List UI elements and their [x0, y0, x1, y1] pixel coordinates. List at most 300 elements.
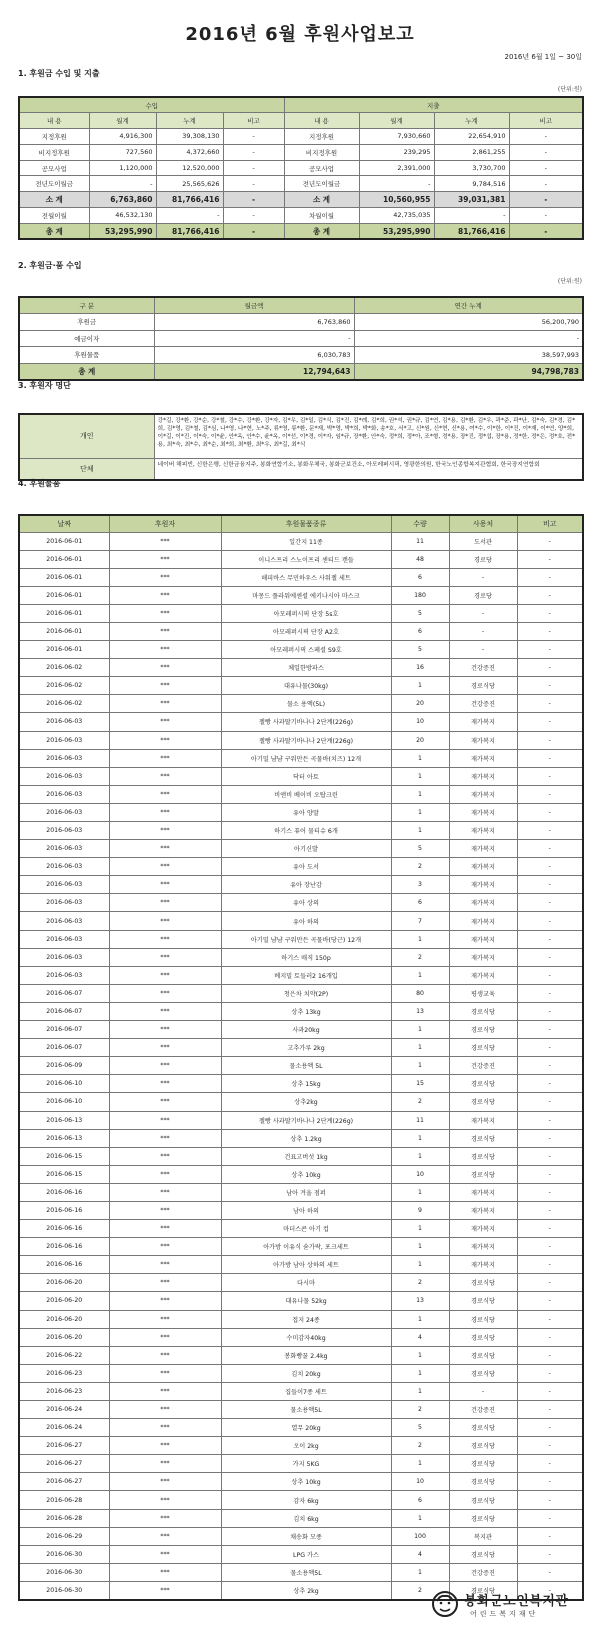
- table-cell: 1: [391, 1021, 449, 1039]
- table-cell: 오이 2kg: [221, 1437, 391, 1455]
- table-cell: 경로식당: [449, 1292, 517, 1310]
- table-cell: ***: [109, 840, 221, 858]
- table-cell: 2016-06-20: [19, 1274, 109, 1292]
- table-cell: 1: [391, 1310, 449, 1328]
- table-row: [19, 713, 583, 731]
- table-cell: 상추2kg: [221, 1093, 391, 1111]
- table-cell: 경로식당: [449, 1021, 517, 1039]
- table-cell: 2016-06-01: [19, 604, 109, 622]
- table-row: [19, 1129, 583, 1147]
- table-row: [19, 1310, 583, 1328]
- total-row: [19, 363, 583, 380]
- table-cell: -: [223, 160, 284, 176]
- table-cell: 2016-06-03: [19, 840, 109, 858]
- table-cell: ***: [109, 1382, 221, 1400]
- table-cell: 고추가루 2kg: [221, 1039, 391, 1057]
- organization-name: 봉화군노인복지관: [464, 1594, 569, 1609]
- table-cell: -: [517, 550, 583, 568]
- table-cell: 15: [391, 1075, 449, 1093]
- table-cell: -: [449, 1382, 517, 1400]
- table-cell: 2016-06-01: [19, 586, 109, 604]
- table-cell: 베지밀 토들러2 16개입: [221, 966, 391, 984]
- table-cell: 81,766,416: [156, 223, 223, 239]
- table-cell: 1: [391, 1563, 449, 1581]
- table-cell: -: [517, 749, 583, 767]
- table-cell: 다시마: [221, 1274, 391, 1292]
- table-cell: -: [517, 1075, 583, 1093]
- table-cell: 유아 상의: [221, 894, 391, 912]
- table-cell: 2016-06-07: [19, 1002, 109, 1020]
- table-cell: 유아 양말: [221, 803, 391, 821]
- table-cell: 재가복지: [449, 767, 517, 785]
- table-row: [19, 176, 583, 192]
- table-cell: 6,763,860: [154, 314, 354, 331]
- table-cell: 아기밀 냠냠 구워만든 곡물바(치즈) 12개: [221, 749, 391, 767]
- table-cell: 1: [391, 1220, 449, 1238]
- table-cell: ***: [109, 713, 221, 731]
- table-cell: 1: [391, 749, 449, 767]
- table-cell: ***: [109, 1274, 221, 1292]
- table-cell: 하기스 매직 150p: [221, 948, 391, 966]
- table-cell: 경로식당: [449, 1419, 517, 1437]
- elderly-face-icon: [430, 1589, 460, 1619]
- donated-goods-table: [18, 514, 584, 1601]
- table-cell: 56,200,790: [354, 314, 583, 331]
- table-cell: -: [517, 1039, 583, 1057]
- table-cell: -: [449, 568, 517, 586]
- table-cell: ***: [109, 659, 221, 677]
- table-cell: 건표고버섯 1kg: [221, 1147, 391, 1165]
- organization-subtitle: 어린드복지재단: [470, 1610, 539, 1618]
- table-cell: 경로식당: [449, 1581, 517, 1599]
- table-cell: -: [517, 1581, 583, 1599]
- table-cell: 수미감자40kg: [221, 1328, 391, 1346]
- column-header: 사용처: [449, 515, 517, 532]
- table-row: [19, 1527, 583, 1545]
- table-cell: 20: [391, 731, 449, 749]
- table-cell: ***: [109, 1057, 221, 1075]
- table-row: [19, 749, 583, 767]
- table-cell: 대유나물 52kg: [221, 1292, 391, 1310]
- table-cell: 경로식당: [449, 1473, 517, 1491]
- table-cell: 1,120,000: [89, 160, 156, 176]
- column-header: 후원물품종류: [221, 515, 391, 532]
- table-cell: -: [517, 1455, 583, 1473]
- table-cell: 2016-06-03: [19, 966, 109, 984]
- table-cell: 재가복지: [449, 948, 517, 966]
- table-cell: 재가복지: [449, 785, 517, 803]
- table-cell: 39,031,381: [434, 192, 509, 208]
- table-cell: ***: [109, 1419, 221, 1437]
- table-cell: -: [156, 208, 223, 224]
- table-cell: 2016-06-01: [19, 568, 109, 586]
- table-cell: 81,766,416: [434, 223, 509, 239]
- section2-unit: (단위:원): [557, 278, 582, 285]
- table-cell: ***: [109, 1292, 221, 1310]
- table-cell: 2016-06-30: [19, 1563, 109, 1581]
- table-cell: 2016-06-10: [19, 1075, 109, 1093]
- report-period: 2016년 6월 1일 ~ 30일: [504, 53, 582, 61]
- table-cell: 11: [391, 532, 449, 550]
- table-cell: -: [89, 176, 156, 192]
- table-cell: 1: [391, 1129, 449, 1147]
- table-cell: 재가복지: [449, 840, 517, 858]
- table-cell: 1: [391, 1147, 449, 1165]
- table-row: [19, 1274, 583, 1292]
- table-subheader-row: [19, 113, 583, 129]
- table-cell: 아가방 남아 상하의 세트: [221, 1256, 391, 1274]
- table-cell: -: [359, 176, 434, 192]
- table-cell: 2016-06-28: [19, 1509, 109, 1527]
- table-cell: 2016-06-03: [19, 785, 109, 803]
- table-row: [19, 144, 583, 160]
- column-header: 월계: [89, 113, 156, 129]
- table-cell: 물소 용액(5L): [221, 695, 391, 713]
- table-cell: -: [517, 604, 583, 622]
- table-cell: 2016-06-29: [19, 1527, 109, 1545]
- table-cell: 2: [391, 1274, 449, 1292]
- table-cell: 10,560,955: [359, 192, 434, 208]
- table-cell: 경로식당: [449, 1346, 517, 1364]
- table-header-row: [19, 515, 583, 532]
- organization-logo: [430, 1589, 582, 1625]
- table-cell: -: [154, 330, 354, 347]
- table-cell: 사과20kg: [221, 1021, 391, 1039]
- table-row: [19, 930, 583, 948]
- table-row: [19, 840, 583, 858]
- table-cell: ***: [109, 785, 221, 803]
- table-cell: 11: [391, 1111, 449, 1129]
- section4-heading: 4. 후원물품: [18, 479, 61, 488]
- table-cell: ***: [109, 1111, 221, 1129]
- table-cell: 봉화빵꿀 2.4kg: [221, 1346, 391, 1364]
- table-cell: 5: [391, 641, 449, 659]
- table-cell: 재가복지: [449, 731, 517, 749]
- table-cell: 2016-06-13: [19, 1129, 109, 1147]
- table-cell: ***: [109, 1147, 221, 1165]
- section3-heading: 3. 후원자 명단: [18, 381, 71, 390]
- table-cell: 2016-06-01: [19, 641, 109, 659]
- table-cell: ***: [109, 948, 221, 966]
- table-row: [19, 876, 583, 894]
- table-cell: 후원금: [19, 314, 154, 331]
- table-cell: ***: [109, 695, 221, 713]
- table-row: [19, 659, 583, 677]
- table-row: [19, 586, 583, 604]
- table-cell: 재가복지: [449, 1238, 517, 1256]
- table-cell: -: [517, 1057, 583, 1075]
- table-cell: 2016-06-02: [19, 695, 109, 713]
- table-row: [19, 1346, 583, 1364]
- table-cell: 1: [391, 1039, 449, 1057]
- table-row: [19, 1093, 583, 1111]
- table-row: [19, 622, 583, 640]
- table-cell: 2016-06-03: [19, 858, 109, 876]
- table-cell: 전월이월: [19, 208, 89, 224]
- table-cell: 마몽드 플라워에센셜 에키나시아 마스크: [221, 586, 391, 604]
- table-cell: 총 계: [284, 223, 359, 239]
- table-cell: 2: [391, 1401, 449, 1419]
- table-cell: 아모레퍼시픽 스페셜 S9호: [221, 641, 391, 659]
- table-cell: -: [223, 192, 284, 208]
- table-cell: 젤빵 사과딸기바나나 2단계(226g): [221, 1111, 391, 1129]
- table-cell: 2,861,255: [434, 144, 509, 160]
- table-row: [19, 912, 583, 930]
- table-cell: -: [517, 803, 583, 821]
- table-cell: 열무 20kg: [221, 1419, 391, 1437]
- table-cell: -: [517, 1021, 583, 1039]
- table-cell: 전년도이월금: [19, 176, 89, 192]
- table-row: [19, 803, 583, 821]
- table-cell: 2: [391, 1437, 449, 1455]
- table-cell: 재가복지: [449, 912, 517, 930]
- table-cell: 2: [391, 948, 449, 966]
- table-cell: 5: [391, 604, 449, 622]
- table-cell: 2: [391, 1581, 449, 1599]
- table-cell: 2016-06-27: [19, 1455, 109, 1473]
- table-cell: ***: [109, 1256, 221, 1274]
- table-cell: 재가복지: [449, 1183, 517, 1201]
- section1-unit: (단위:원): [557, 86, 582, 93]
- table-cell: ***: [109, 1002, 221, 1020]
- table-cell: 재가복지: [449, 858, 517, 876]
- table-cell: -: [517, 1527, 583, 1545]
- table-cell: 53,295,990: [359, 223, 434, 239]
- table-cell: -: [223, 144, 284, 160]
- table-cell: 2016-06-03: [19, 930, 109, 948]
- table-cell: ***: [109, 912, 221, 930]
- table-row: [19, 1057, 583, 1075]
- table-row: [19, 1238, 583, 1256]
- table-cell: 10: [391, 713, 449, 731]
- table-cell: 2016-06-01: [19, 550, 109, 568]
- table-cell: 2,391,000: [359, 160, 434, 176]
- table-cell: 경로식당: [449, 1437, 517, 1455]
- table-row: [19, 1473, 583, 1491]
- table-cell: -: [517, 568, 583, 586]
- table-cell: ***: [109, 622, 221, 640]
- table-cell: 727,560: [89, 144, 156, 160]
- table-cell: 남아 하의: [221, 1201, 391, 1219]
- table-cell: 1: [391, 822, 449, 840]
- table-cell: 해피바스 무민하우스 사워젤 세트: [221, 568, 391, 586]
- table-cell: 경로식당: [449, 1310, 517, 1328]
- column-header: 누계: [156, 113, 223, 129]
- table-cell: ***: [109, 966, 221, 984]
- table-cell: 건강증진: [449, 659, 517, 677]
- table-cell: ***: [109, 731, 221, 749]
- table-cell: ***: [109, 1310, 221, 1328]
- table-cell: 경로식당: [449, 1545, 517, 1563]
- table-row: [19, 1292, 583, 1310]
- table-cell: -: [517, 622, 583, 640]
- table-cell: 39,308,130: [156, 129, 223, 145]
- table-cell: ***: [109, 1473, 221, 1491]
- table-cell: 경로당: [449, 586, 517, 604]
- table-cell: ***: [109, 1581, 221, 1599]
- table-cell: 건강증진: [449, 1057, 517, 1075]
- table-cell: -: [449, 622, 517, 640]
- table-cell: 2016-06-20: [19, 1328, 109, 1346]
- table-cell: ***: [109, 604, 221, 622]
- table-cell: 2016-06-30: [19, 1545, 109, 1563]
- table-row: [19, 604, 583, 622]
- table-cell: ***: [109, 876, 221, 894]
- table-cell: -: [517, 1238, 583, 1256]
- group-label: 단체: [19, 458, 154, 480]
- table-cell: 53,295,990: [89, 223, 156, 239]
- table-cell: ***: [109, 858, 221, 876]
- table-cell: 아가방 이유식 숟가락, 포크세트: [221, 1238, 391, 1256]
- table-cell: 2016-06-03: [19, 767, 109, 785]
- table-cell: 2016-06-27: [19, 1437, 109, 1455]
- column-header: 내 용: [19, 113, 89, 129]
- table-row: [19, 1509, 583, 1527]
- table-cell: -: [509, 129, 583, 145]
- table-cell: 2016-06-01: [19, 532, 109, 550]
- table-cell: 이니스프리 스노이프리 센티드 캔들: [221, 550, 391, 568]
- table-row: [19, 1563, 583, 1581]
- table-cell: -: [517, 532, 583, 550]
- table-cell: 4: [391, 1545, 449, 1563]
- table-cell: 2016-06-16: [19, 1256, 109, 1274]
- table-cell: 접지 24종: [221, 1310, 391, 1328]
- table-cell: -: [517, 1093, 583, 1111]
- table-cell: 2016-06-03: [19, 803, 109, 821]
- table-cell: -: [517, 822, 583, 840]
- table-cell: -: [517, 912, 583, 930]
- table-row: [19, 695, 583, 713]
- table-cell: 1: [391, 1509, 449, 1527]
- table-cell: 3,730,700: [434, 160, 509, 176]
- table-cell: 상추 2kg: [221, 1581, 391, 1599]
- table-row: [19, 1401, 583, 1419]
- table-cell: -: [517, 858, 583, 876]
- table-cell: 도서관: [449, 532, 517, 550]
- table-cell: 239,295: [359, 144, 434, 160]
- table-cell: 1: [391, 1256, 449, 1274]
- table-cell: -: [517, 966, 583, 984]
- table-cell: -: [517, 948, 583, 966]
- table-cell: 경로식당: [449, 1455, 517, 1473]
- table-row: [19, 160, 583, 176]
- table-cell: 재가복지: [449, 1111, 517, 1129]
- table-cell: 2016-06-16: [19, 1220, 109, 1238]
- table-cell: 경로식당: [449, 1165, 517, 1183]
- table-cell: 5: [391, 1419, 449, 1437]
- table-cell: 2016-06-30: [19, 1581, 109, 1599]
- table-cell: 아모레퍼시픽 단장 A2호: [221, 622, 391, 640]
- table-cell: -: [509, 192, 583, 208]
- table-cell: 2016-06-03: [19, 894, 109, 912]
- table-cell: 1: [391, 677, 449, 695]
- table-cell: 48: [391, 550, 449, 568]
- table-cell: -: [517, 894, 583, 912]
- table-cell: 1: [391, 1455, 449, 1473]
- table-cell: ***: [109, 1346, 221, 1364]
- table-row: [19, 1039, 583, 1057]
- table-row: [19, 347, 583, 364]
- table-cell: 물소용액 5L: [221, 1057, 391, 1075]
- table-cell: 복지관: [449, 1527, 517, 1545]
- table-cell: 경로식당: [449, 1328, 517, 1346]
- table-cell: ***: [109, 1545, 221, 1563]
- table-cell: 1: [391, 1183, 449, 1201]
- table-cell: 젤빵 사과딸기바나나 2단계(226g): [221, 731, 391, 749]
- table-cell: 1: [391, 785, 449, 803]
- table-row: [19, 1455, 583, 1473]
- table-cell: 상추 10kg: [221, 1165, 391, 1183]
- table-cell: 평생교육: [449, 984, 517, 1002]
- table-row: [19, 1220, 583, 1238]
- table-cell: 상추 13kg: [221, 1002, 391, 1020]
- table-cell: 소 계: [19, 192, 89, 208]
- table-cell: -: [517, 767, 583, 785]
- table-cell: ***: [109, 930, 221, 948]
- table-cell: 상추 1.2kg: [221, 1129, 391, 1147]
- table-cell: ***: [109, 1328, 221, 1346]
- table-cell: -: [509, 176, 583, 192]
- table-cell: ***: [109, 1165, 221, 1183]
- table-cell: 유아 하의: [221, 912, 391, 930]
- column-header: 비고: [517, 515, 583, 532]
- column-header: 연간 누계: [354, 297, 583, 314]
- table-cell: 2: [391, 1093, 449, 1111]
- table-cell: 재가복지: [449, 930, 517, 948]
- table-cell: -: [517, 677, 583, 695]
- table-cell: 재가복지: [449, 1256, 517, 1274]
- table-row: [19, 1147, 583, 1165]
- table-cell: ***: [109, 894, 221, 912]
- total-row: [19, 223, 583, 239]
- table-row: [19, 1165, 583, 1183]
- table-row: [19, 330, 583, 347]
- table-cell: 2016-06-02: [19, 659, 109, 677]
- table-cell: 집들이7종 세트: [221, 1382, 391, 1400]
- table-cell: -: [449, 641, 517, 659]
- table-row: [19, 1364, 583, 1382]
- income-header: 수입: [19, 97, 284, 113]
- table-cell: -: [517, 930, 583, 948]
- table-cell: 상추 10kg: [221, 1473, 391, 1491]
- table-cell: 공모사업: [19, 160, 89, 176]
- table-cell: 가지 5KG: [221, 1455, 391, 1473]
- table-cell: -: [517, 1328, 583, 1346]
- table-cell: 전년도이월금: [284, 176, 359, 192]
- table-cell: 13: [391, 1002, 449, 1020]
- table-cell: 경로식당: [449, 1364, 517, 1382]
- table-header-row: [19, 297, 583, 314]
- table-cell: 총 계: [19, 363, 154, 380]
- table-cell: -: [434, 208, 509, 224]
- table-cell: -: [517, 1274, 583, 1292]
- column-header: 내 용: [284, 113, 359, 129]
- table-row: [19, 731, 583, 749]
- table-row: [19, 1382, 583, 1400]
- table-row: [19, 1437, 583, 1455]
- table-cell: ***: [109, 1201, 221, 1219]
- table-cell: ***: [109, 1238, 221, 1256]
- table-row: [19, 1328, 583, 1346]
- table-cell: 6: [391, 622, 449, 640]
- table-cell: -: [517, 1401, 583, 1419]
- table-cell: ***: [109, 1129, 221, 1147]
- table-cell: 2016-06-16: [19, 1201, 109, 1219]
- table-cell: 2016-06-16: [19, 1183, 109, 1201]
- table-row: [19, 822, 583, 840]
- table-cell: -: [517, 641, 583, 659]
- table-row: [19, 532, 583, 550]
